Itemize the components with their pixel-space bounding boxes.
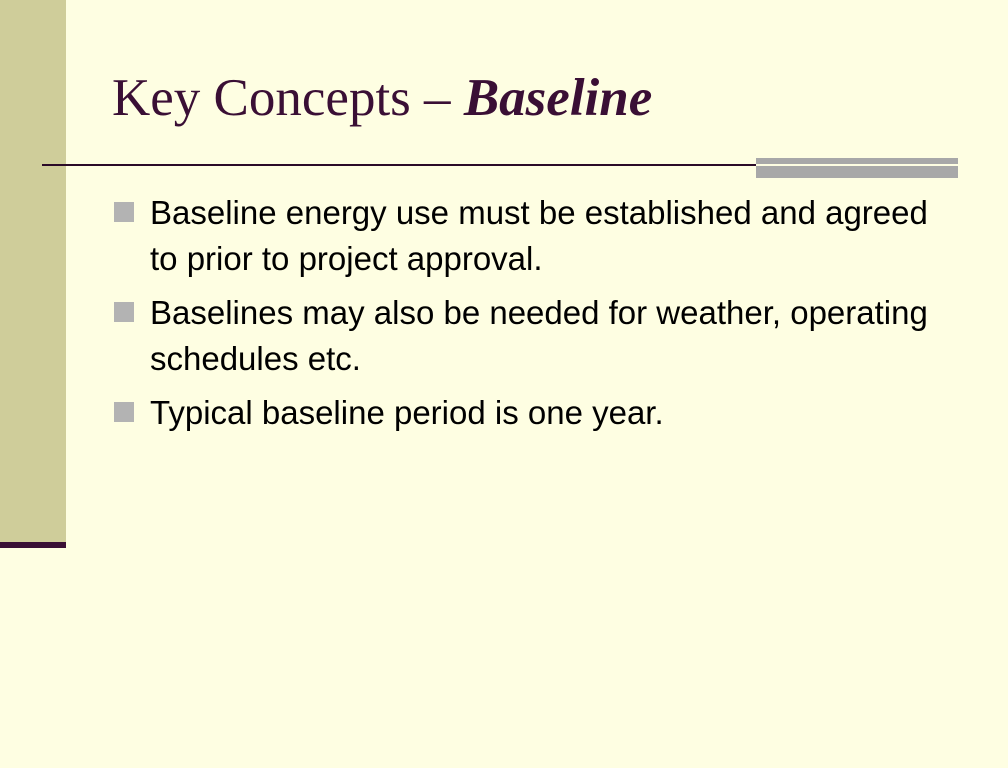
bullet-item-2 xyxy=(112,290,952,382)
title-divider-line xyxy=(42,164,756,166)
left-side-bar xyxy=(0,0,66,542)
bullet-text-3: Typical baseline period is one year. xyxy=(150,394,664,431)
square-bullet-icon xyxy=(114,302,134,322)
bullet-text-1: Baseline energy use must be established and agreed to prior to project approval. xyxy=(150,194,928,277)
slide-title-main: Key Concepts – xyxy=(112,69,464,127)
bullet-item-1 xyxy=(112,190,952,282)
square-bullet-icon xyxy=(114,202,134,222)
bullet-item-3 xyxy=(112,390,952,436)
slide-title xyxy=(112,66,652,130)
square-bullet-icon xyxy=(114,402,134,422)
bullet-list xyxy=(112,190,952,444)
bullet-text-2: Baselines may also be needed for weather, operating schedules etc. xyxy=(150,294,928,377)
title-divider-accent xyxy=(756,158,958,178)
left-side-bar-accent xyxy=(0,542,66,548)
slide-title-emphasis: Baseline xyxy=(463,69,653,127)
